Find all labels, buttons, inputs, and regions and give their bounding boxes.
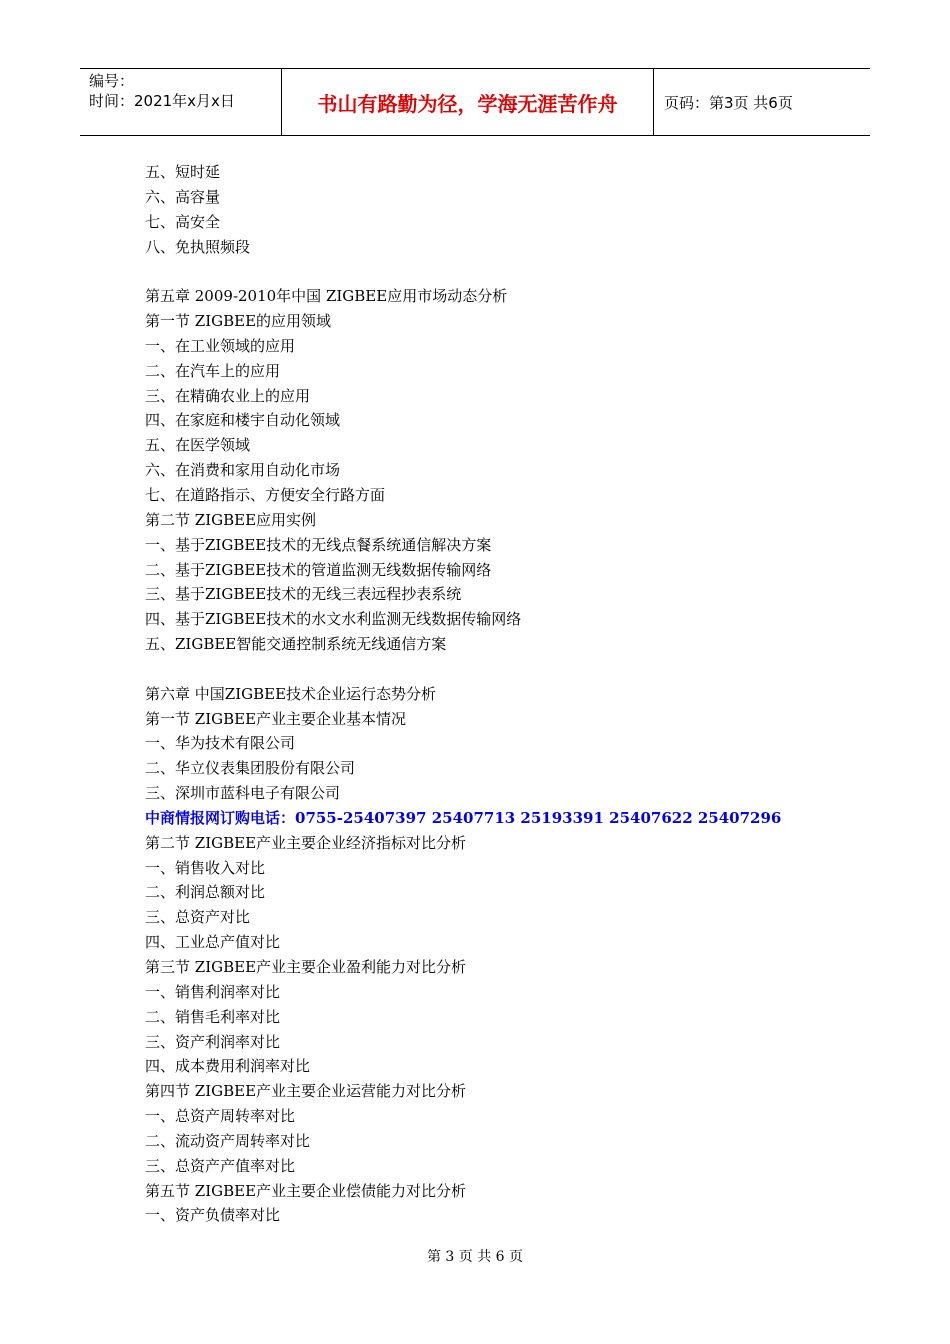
page-footer: 第 3 页 共 6 页 [426,1249,524,1265]
section-heading: 第二节 ZIGBEE应用实例 [145,510,317,529]
section-heading: 第五节 ZIGBEE产业主要企业偿债能力对比分析 [145,1181,467,1200]
list-item: 六、在消费和家用自动化市场 [145,461,341,480]
list-item: 一、在工业领域的应用 [145,336,296,355]
list-item: 一、华为技术有限公司 [145,734,296,753]
list-item: 二、销售毛利率对比 [145,1007,281,1026]
list-item: 七、在道路指示、方便安全行路方面 [145,485,386,504]
list-item: 三、基于ZIGBEE技术的无线三表远程抄表系统 [145,585,462,604]
list-item: 二、流动资产周转率对比 [145,1131,311,1150]
list-item: 四、工业总产值对比 [145,933,281,952]
list-item: 七、高安全 [145,212,221,231]
list-item: 三、在精确农业上的应用 [145,386,311,405]
header-page-number: 页码：第3页 共6页 [664,93,793,112]
list-item: 四、基于ZIGBEE技术的水文水利监测无线数据传输网络 [145,610,522,629]
section-heading: 第二节 ZIGBEE产业主要企业经济指标对比分析 [145,833,467,852]
list-item: 五、在医学领域 [145,436,251,455]
list-item: 八、免执照频段 [145,237,251,256]
header-left-cell [80,69,282,135]
list-item: 一、资产负债率对比 [145,1206,281,1225]
list-item: 一、基于ZIGBEE技术的无线点餐系统通信解决方案 [145,535,492,554]
list-item: 三、总资产产值率对比 [145,1156,296,1175]
list-item: 三、深圳市蓝科电子有限公司 [145,784,341,803]
chapter-heading: 第六章 中国ZIGBEE技术企业运行态势分析 [145,684,437,703]
list-item: 三、总资产对比 [145,908,251,927]
list-item: 六、高容量 [145,187,221,206]
list-item: 四、在家庭和楼宇自动化领域 [145,411,341,430]
section-heading: 第四节 ZIGBEE产业主要企业运营能力对比分析 [145,1082,467,1101]
list-item: 五、ZIGBEE智能交通控制系统无线通信方案 [145,635,447,654]
list-item: 二、在汽车上的应用 [145,361,281,380]
document-body [145,160,865,1228]
spacer [145,657,865,682]
page-header [80,68,870,136]
list-item: 一、销售利润率对比 [145,982,281,1001]
section-heading: 第三节 ZIGBEE产业主要企业盈利能力对比分析 [145,958,467,976]
list-item: 四、成本费用利润率对比 [145,1057,311,1076]
document-number-label: 编号： [89,72,135,90]
section-heading: 第一节 ZIGBEE的应用领域 [145,312,332,331]
list-item: 二、基于ZIGBEE技术的管道监测无线数据传输网络 [145,560,492,579]
list-item: 二、利润总额对比 [145,883,266,902]
chapter-heading: 第五章 2009-2010年中国 ZIGBEE应用市场动态分析 [145,287,508,306]
list-item: 二、华立仪表集团股份有限公司 [145,759,356,778]
list-item: 一、销售收入对比 [145,858,266,877]
list-item: 五、短时延 [145,163,221,181]
document-time-label: 时间：2021年x月x日 [89,92,235,110]
order-phone-line: 中商情报网订购电话：0755-25407397 25407713 25193391 25407622 25407296 [145,808,782,827]
header-motto: 书山有路勤为径，学海无涯苦作舟 [282,69,654,135]
list-item: 一、总资产周转率对比 [145,1107,296,1126]
list-item: 三、资产利润率对比 [145,1032,281,1051]
section-heading: 第一节 ZIGBEE产业主要企业基本情况 [145,709,407,728]
spacer [145,259,865,284]
